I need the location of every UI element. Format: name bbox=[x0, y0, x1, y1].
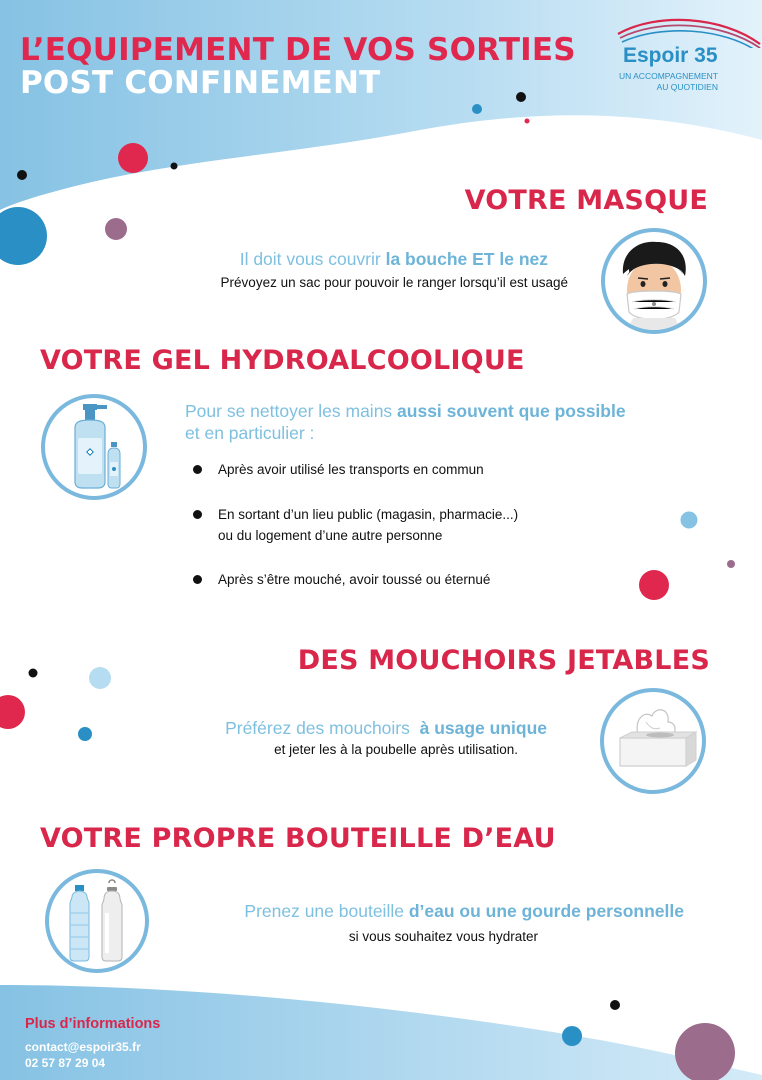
water-bottle-icon bbox=[45, 869, 149, 973]
page-title-line1: L’EQUIPEMENT DE VOS SORTIES bbox=[20, 32, 576, 68]
section-title-gel: VOTRE GEL HYDROALCOOLIQUE bbox=[40, 345, 525, 376]
gel-bullet-2-text: En sortant d’un lieu public (magasin, pharmacie...) bbox=[218, 507, 519, 522]
gel-bullet-3-text: Après s’être mouché, avoir toussé ou éternué bbox=[218, 572, 491, 587]
section-title-mask: VOTRE MASQUE bbox=[464, 185, 708, 216]
bottle-lead bbox=[244, 901, 684, 922]
tissues-lead bbox=[225, 718, 547, 739]
gel-lead bbox=[185, 401, 626, 422]
tissue-box-icon bbox=[600, 688, 706, 794]
footer-title: Plus d’informations bbox=[25, 1016, 161, 1032]
tissues-lead-bold: à usage unique bbox=[419, 718, 547, 738]
hand-sanitizer-icon bbox=[41, 394, 147, 500]
gel-bullet-3 bbox=[193, 569, 643, 590]
logo-tagline-line1: UN ACCOMPAGNEMENT bbox=[618, 71, 718, 81]
gel-bullet-1-text: Après avoir utilisé les transports en commun bbox=[218, 462, 484, 477]
section-title-tissues: DES MOUCHOIRS JETABLES bbox=[297, 645, 710, 676]
page-title-line2: POST CONFINEMENT bbox=[20, 65, 381, 101]
mask-lead-plain: Il doit vous couvrir bbox=[239, 249, 386, 269]
bottle-lead-plain: Prenez une bouteille bbox=[244, 901, 409, 921]
gel-bullet-2 bbox=[193, 504, 643, 546]
logo-swoosh-icon bbox=[612, 14, 762, 48]
mask-subtext: Prévoyez un sac pour pouvoir le ranger lorsqu’il est usagé bbox=[220, 275, 568, 290]
bullet-dot bbox=[193, 575, 202, 584]
gel-bullet-1 bbox=[193, 459, 643, 480]
gel-lead-plain: Pour se nettoyer les mains bbox=[185, 401, 398, 421]
bullet-dot bbox=[193, 465, 202, 474]
footer-phone: 02 57 87 29 04 bbox=[25, 1056, 106, 1070]
bullet-dot bbox=[193, 510, 202, 519]
logo-tagline-line2: AU QUOTIDIEN bbox=[656, 82, 718, 92]
mask-lead bbox=[240, 249, 548, 270]
tissues-subtext: et jeter les à la poubelle après utilisation. bbox=[274, 742, 518, 757]
gel-lead-bold: aussi souvent que possible bbox=[397, 401, 626, 421]
mask-lead-bold: la bouche ET le nez bbox=[385, 249, 548, 269]
gel-bullet-2-text-line2: ou du logement d’une autre personne bbox=[218, 528, 443, 543]
bottle-lead-bold: d’eau ou une gourde personnelle bbox=[408, 901, 684, 921]
logo-name: Espoir 35 bbox=[623, 44, 718, 67]
bottle-subtext: si vous souhaitez vous hydrater bbox=[348, 929, 538, 944]
face-mask-icon bbox=[601, 228, 707, 334]
section-title-bottle: VOTRE PROPRE BOUTEILLE D’EAU bbox=[40, 823, 556, 854]
gel-lead-line2: et en particulier : bbox=[185, 423, 315, 443]
espoir35-logo bbox=[612, 14, 762, 99]
footer-email-link[interactable]: contact@espoir35.fr bbox=[25, 1040, 141, 1054]
tissues-lead-plain: Préférez des mouchoirs bbox=[225, 718, 420, 738]
